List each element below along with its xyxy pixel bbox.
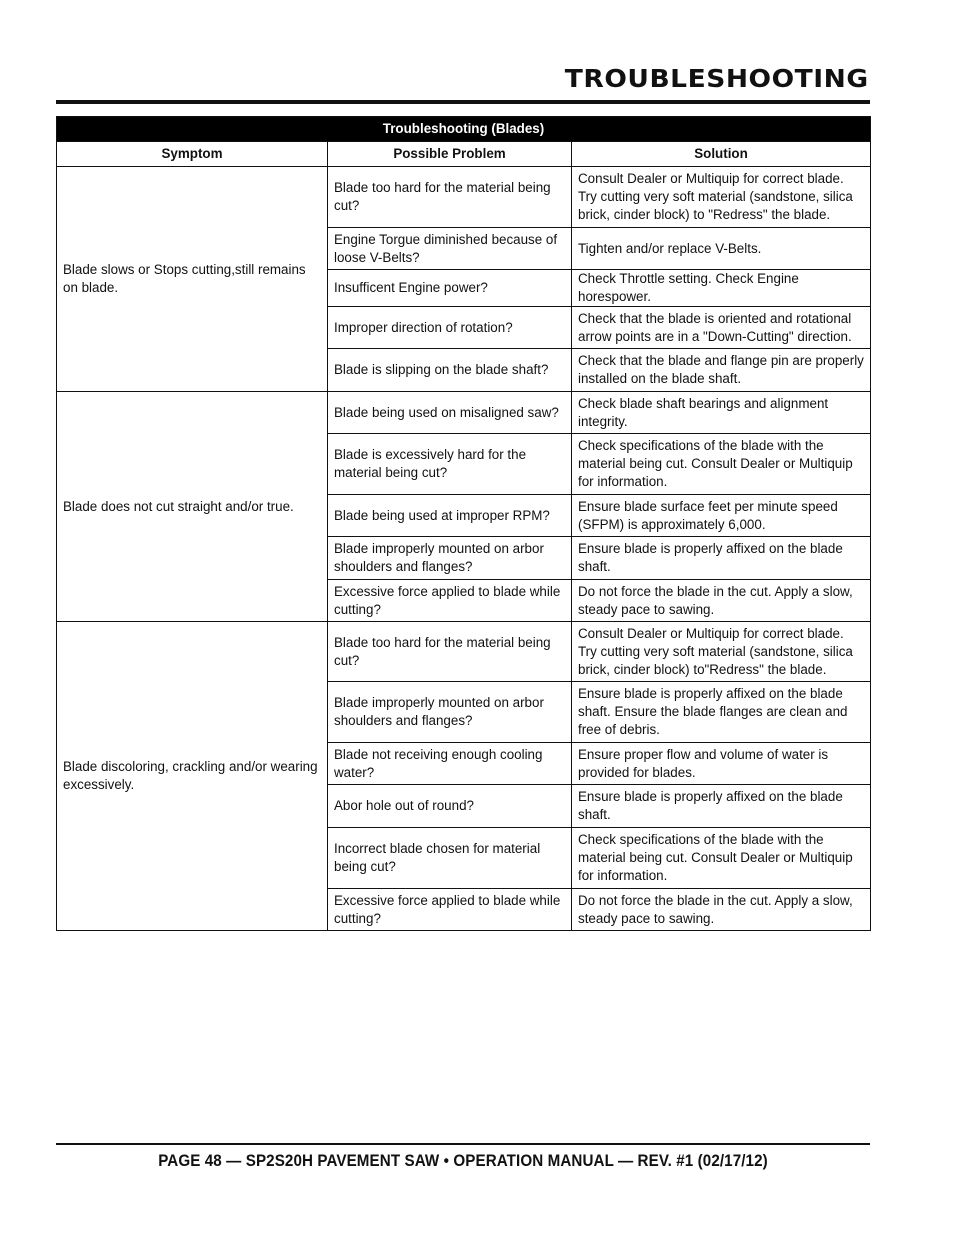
- title-divider: [56, 100, 870, 104]
- problem-cell: Blade is excessively hard for the material being cut?: [328, 434, 572, 495]
- footer-divider: [56, 1143, 870, 1145]
- problem-cell: Blade improperly mounted on arbor shoulders and flanges?: [328, 537, 572, 580]
- problem-cell: Blade too hard for the material being cut?: [328, 622, 572, 682]
- table-row: [57, 167, 871, 228]
- solution-cell: Consult Dealer or Multiquip for correct blade. Try cutting very soft material (sandstone, silica brick, cinder block) to"Redress" the blade.: [572, 622, 871, 682]
- solution-cell: Ensure proper flow and volume of water is provided for blades.: [572, 743, 871, 785]
- problem-cell: Blade being used at improper RPM?: [328, 495, 572, 537]
- solution-cell: Check that the blade is oriented and rotational arrow points are in a "Down-Cutting" direction.: [572, 307, 871, 349]
- problem-cell: Blade is slipping on the blade shaft?: [328, 349, 572, 392]
- solution-cell: Do not force the blade in the cut. Apply a slow, steady pace to sawing.: [572, 889, 871, 931]
- column-header-possible-problem: Possible Problem: [328, 142, 572, 167]
- problem-cell: Incorrect blade chosen for material being cut?: [328, 828, 572, 889]
- table-row: [57, 392, 871, 434]
- solution-cell: Ensure blade surface feet per minute speed (SFPM) is approximately 6,000.: [572, 495, 871, 537]
- column-header-symptom: Symptom: [57, 142, 328, 167]
- column-header-solution: Solution: [572, 142, 871, 167]
- solution-cell: Check Throttle setting. Check Engine horespower.: [572, 270, 871, 307]
- solution-cell: Do not force the blade in the cut. Apply a slow, steady pace to sawing.: [572, 580, 871, 622]
- solution-cell: Ensure blade is properly affixed on the blade shaft.: [572, 537, 871, 580]
- solution-cell: Ensure blade is properly affixed on the blade shaft. Ensure the blade flanges are clean and free of debris.: [572, 682, 871, 743]
- solution-cell: Consult Dealer or Multiquip for correct blade. Try cutting very soft material (sandstone, silica brick, cinder block) to "Redress" the blade.: [572, 167, 871, 228]
- problem-cell: Engine Torgue diminished because of loose V-Belts?: [328, 228, 572, 270]
- problem-cell: Excessive force applied to blade while cutting?: [328, 889, 572, 931]
- problem-cell: Blade improperly mounted on arbor shoulders and flanges?: [328, 682, 572, 743]
- troubleshooting-table: [56, 116, 871, 931]
- solution-cell: Check that the blade and flange pin are properly installed on the blade shaft.: [572, 349, 871, 392]
- problem-cell: Blade too hard for the material being cut?: [328, 167, 572, 228]
- symptom-cell: Blade does not cut straight and/or true.: [57, 392, 328, 622]
- problem-cell: Abor hole out of round?: [328, 785, 572, 828]
- solution-cell: Ensure blade is properly affixed on the blade shaft.: [572, 785, 871, 828]
- solution-cell: Check blade shaft bearings and alignment integrity.: [572, 392, 871, 434]
- problem-cell: Blade not receiving enough cooling water?: [328, 743, 572, 785]
- problem-cell: Excessive force applied to blade while cutting?: [328, 580, 572, 622]
- page-title: TROUBLESHOOTING: [565, 64, 869, 93]
- symptom-cell: Blade discoloring, crackling and/or wearing excessively.: [57, 622, 328, 931]
- problem-cell: Improper direction of rotation?: [328, 307, 572, 349]
- problem-cell: Blade being used on misaligned saw?: [328, 392, 572, 434]
- symptom-cell: Blade slows or Stops cutting,still remains on blade.: [57, 167, 328, 392]
- problem-cell: Insufficent Engine power?: [328, 270, 572, 307]
- solution-cell: Check specifications of the blade with the material being cut. Consult Dealer or Multiquip for information.: [572, 828, 871, 889]
- solution-cell: Tighten and/or replace V-Belts.: [572, 228, 871, 270]
- table-caption: Troubleshooting (Blades): [57, 117, 871, 142]
- solution-cell: Check specifications of the blade with the material being cut. Consult Dealer or Multiquip for information.: [572, 434, 871, 495]
- page-footer: PAGE 48 — SP2S20H PAVEMENT SAW • OPERATION MANUAL — REV. #1 (02/17/12): [158, 1152, 768, 1170]
- table-row: [57, 622, 871, 682]
